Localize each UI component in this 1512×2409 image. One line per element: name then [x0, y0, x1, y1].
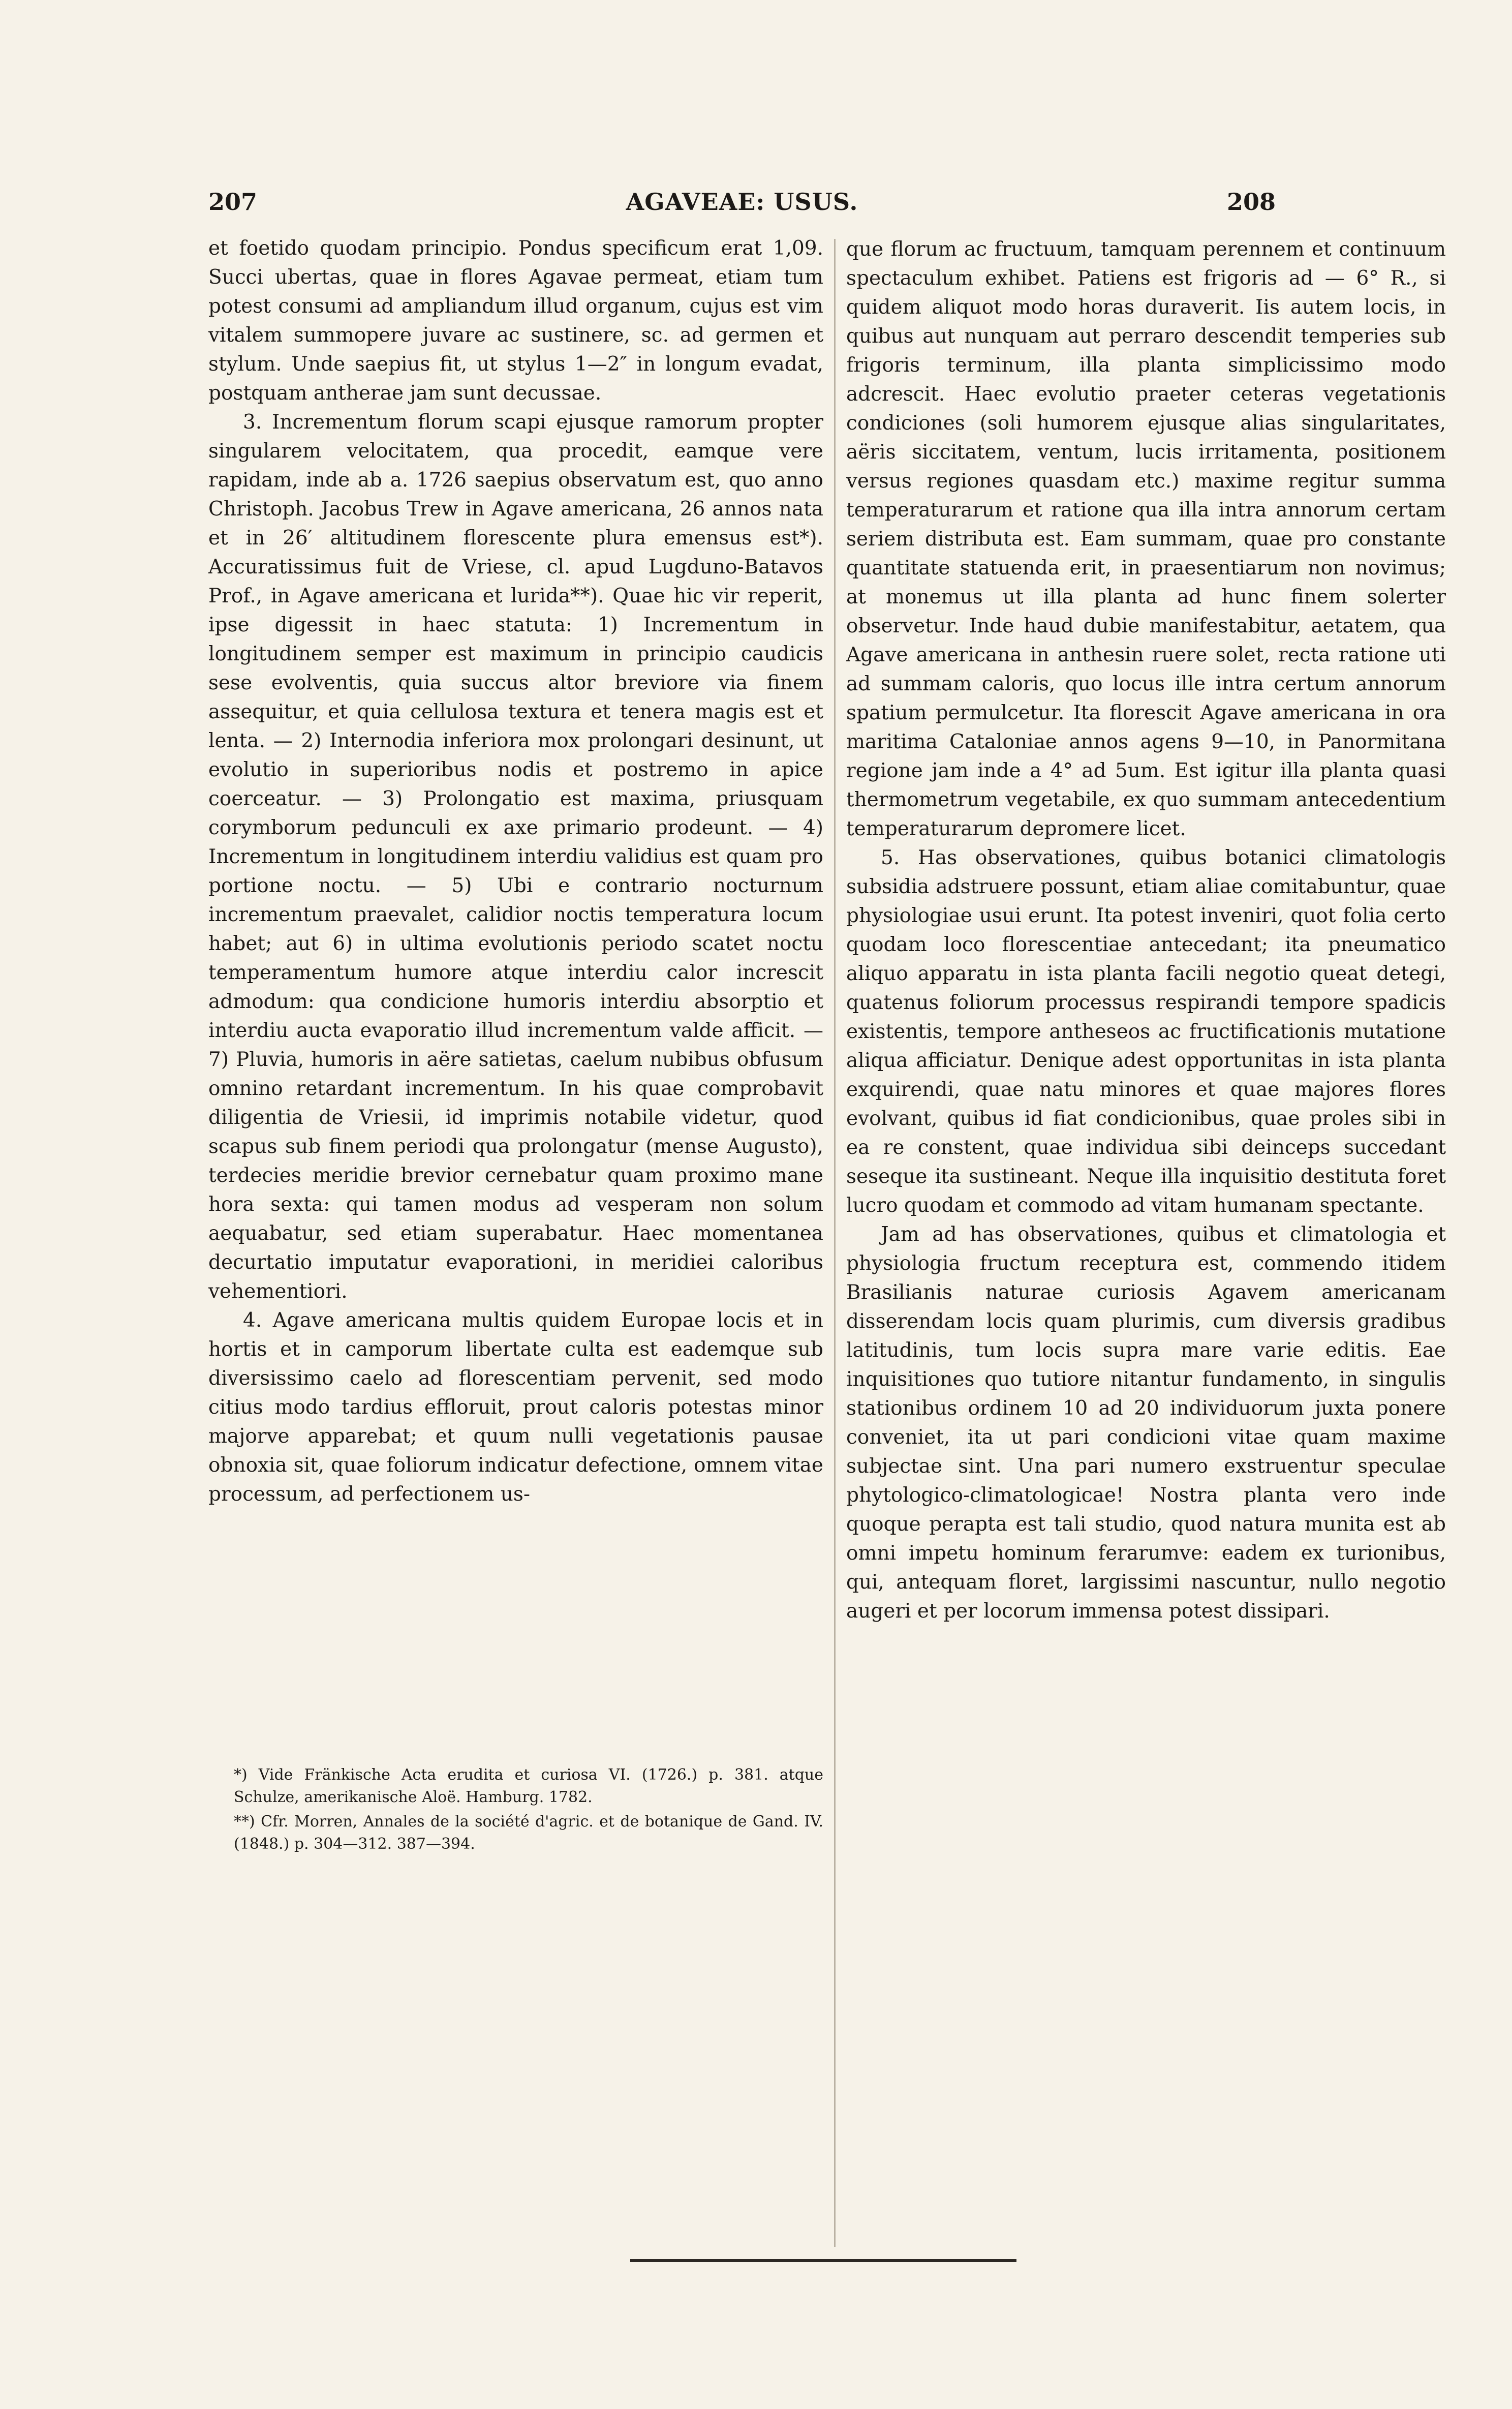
- running-title: AGAVEAE: USUS.: [626, 188, 858, 216]
- paragraph: 4. Agave americana multis quidem Europae locis et in hortis et in camporum libertate culta est eademque sub diversissimo caelo ad florescentiam pervenit, sed modo citius modo tardius effloruit, prout caloris potestas minor majorve apparebat; et quum nulli vegetationis pausae obnoxia sit, quae foliorum indicatur defectione, omnem vitae processum, ad perfectionem us-: [208, 1309, 823, 1506]
- left-column: [208, 234, 823, 1509]
- paragraph: que florum ac fructuum, tamquam perennem et continuum spectaculum exhibet. Patiens est frigoris ad — 6° R., si quidem aliquot modo horas duraverit. Iis autem locis, in quibus aut nunquam aut perraro descendit temperies sub frigoris terminum, illa planta simplicissimo modo adcrescit. Haec evolutio praeter ceteras vegetationis condiciones (soli humorem ejusque alias singularitates, aëris siccitatem, ventum, lucis irritamenta, positionem versus regiones quasdam etc.) maxime regitur summa temperaturarum et ratione qua illa intra annorum certam seriem distributa est. Eam summam, quae pro constante quantitate statuenda erit, in praesentiarum non novimus; at monemus ut illa planta ad hunc finem solerter observetur. Inde haud dubie manifestabitur, aetatem, qua Agave americana in anthesin ruere solet, recta ratione uti ad summam caloris, quo locus ille intra certum annorum spatium permulcetur. Ita florescit Agave americana in ora maritima Cataloniae annos agens 9—10, in Panormitana regione jam inde a 4° ad 5um. Est igitur illa planta quasi thermometrum vegetabile, ex quo summam antecedentium temperaturarum depromere licet.: [846, 238, 1446, 840]
- paragraph: Jam ad has observationes, quibus et climatologia et physiologia fructum receptura est, commendo itidem Brasilianis naturae curiosis Agavem americanam disserendam locis quam plurimis, cum diversis gradibus latitudinis, tum locis supra mare varie editis. Eae inquisitiones quo tutiore nitantur fundamento, in singulis stationibus ordinem 10 ad 20 individuorum juxta ponere conveniet, ita ut pari condicioni vitae quam maxime subjectae sint. Una pari numero exstruentur speculae phytologico-climatologicae! Nostra planta vero inde quoque perapta est tali studio, quod natura munita est ab omni impetu hominum ferarumve: eadem ex turionibus, qui, antequam floret, largissimi nascuntur, nullo negotio augeri et per locorum immensa potest dissipari.: [846, 1223, 1446, 1623]
- page-number-right: 208: [1226, 188, 1276, 216]
- page-header: [208, 188, 1276, 224]
- page-number-left: 207: [208, 188, 258, 216]
- footnote: *) Vide Fränkische Acta erudita et curiosa VI. (1726.) p. 381. atque Schulze, amerikanische Aloë. Hamburg. 1782.: [234, 1766, 823, 1806]
- right-column: [846, 235, 1446, 1626]
- paragraph: et foetido quodam principio. Pondus specificum erat 1,09. Succi ubertas, quae in flores Agavae permeat, etiam tum potest consumi ad ampliandum illud organum, cujus est vim vitalem summopere juvare ac sustinere, sc. ad germen et stylum. Unde saepius fit, ut stylus 1—2″ in longum evadat, postquam antherae jam sunt decussae.: [208, 237, 823, 405]
- paragraph: 5. Has observationes, quibus botanici climatologis subsidia adstruere possunt, etiam aliae comitabuntur, quae physiologiae usui erunt. Ita potest inveniri, quot folia certo quodam loco florescentiae antecedant; ita pneumatico aliquo apparatu in ista planta facili negotio queat detegi, quatenus foliorum processus respirandi tempore spadicis existentis, tempore antheseos ac fructificationis mutatione aliqua afficiatur. Denique adest opportunitas in ista planta exquirendi, quae natu minores et quae majores flores evolvant, quibus id fiat condicionibus, quae proles sibi in ea re constent, quae individua sibi deinceps succedant seseque ita sustineant. Neque illa inquisitio destituta foret lucro quodam et commodo ad vitam humanam spectante.: [846, 846, 1446, 1217]
- footnotes: [234, 1764, 823, 1857]
- footnote: **) Cfr. Morren, Annales de la société d'agric. et de botanique de Gand. IV. (1848.) p. 304—312. 387—394.: [234, 1813, 823, 1853]
- bottom-rule: [630, 2259, 1016, 2262]
- column-divider: [834, 239, 836, 2247]
- paragraph: 3. Incrementum florum scapi ejusque ramorum propter singularem velocitatem, qua procedit, eamque vere rapidam, inde ab a. 1726 saepius observatum est, quo anno Christoph. Jacobus Trew in Agave americana, 26 annos nata et in 26′ altitudinem florescente plura emensus est*). Accuratissimus fuit de Vriese, cl. apud Lugduno-Batavos Prof., in Agave americana et lurida**). Quae hic vir reperit, ipse digessit in haec statuta: 1) Incrementum in longitudinem semper est maximum in principio caudicis sese evolventis, quia succus altor breviore via finem assequitur, et quia cellulosa textura et tenera magis est et lenta. — 2) Internodia inferiora mox prolongari desinunt, ut evolutio in superioribus nodis et postremo in apice coerceatur. — 3) Prolongatio est maxima, priusquam corymborum pedunculi ex axe primario prodeunt. — 4) Incrementum in longitudinem interdiu validius est quam pro portione noctu. — 5) Ubi e contrario nocturnum incrementum praevalet, calidior noctis temperatura locum habet; aut 6) in ultima evolutionis periodo scatet noctu temperamentum humore atque interdiu calor increscit admodum: qua condicione humoris interdiu absorptio et interdiu aucta evaporatio illud incrementum valde afficit. — 7) Pluvia, humoris in aëre satietas, caelum nubibus obfusum omnino retardant incrementum. In his quae comprobavit diligentia de Vriesii, id imprimis notabile videtur, quod scapus sub finem periodi qua prolongatur (mense Augusto), terdecies meridie brevior cernebatur quam proximo mane hora sexta: qui tamen modus ad vesperam non solum aequabatur, sed etiam superabatur. Haec momentanea decurtatio imputatur evaporationi, in meridiei caloribus vehementiori.: [208, 411, 823, 1303]
